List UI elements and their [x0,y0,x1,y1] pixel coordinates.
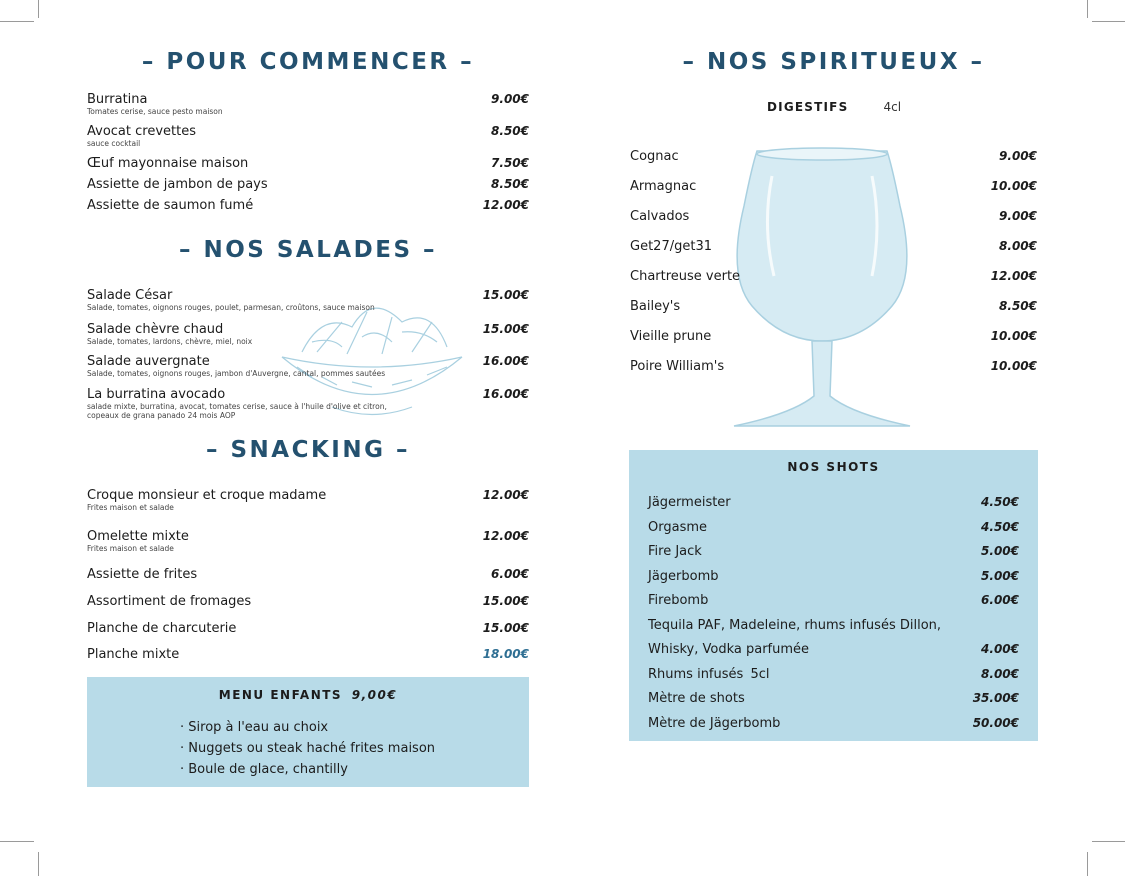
item-name [648,667,769,682]
item-name: Croque monsieur et croque madame [87,488,327,503]
menu-item [87,529,529,555]
item-price: 4.00€ [981,642,1019,656]
item-name: Planche de charcuterie [87,621,237,636]
item-description: Salade, tomates, oignons rouges, poulet, parmesan, croûtons, sauce maison [87,303,375,312]
item-price: 12.00€ [482,488,529,502]
item-description: sauce cocktail [87,139,141,148]
kids-menu-price: 9,00€ [351,688,398,702]
item-description: Tomates cerise, sauce pesto maison [87,107,223,116]
item-name: Burratina [87,92,148,107]
item-name: Cognac [630,149,679,164]
item-price: 16.00€ [482,387,529,401]
item-price: 50.00€ [972,716,1019,730]
item-price: 8.00€ [999,239,1037,253]
crop-mark [1087,852,1088,876]
item-price: 5.00€ [981,544,1019,558]
item-name: Bailey's [630,299,681,314]
item-price: 4.50€ [981,495,1019,509]
menu-item [648,716,1019,732]
item-description: Frites maison et salade [87,503,174,512]
item-name: Salade auvergnate [87,354,210,369]
item-name: Armagnac [630,179,697,194]
menu-item [648,520,1019,536]
menu-item [630,209,1037,225]
kids-menu-title [87,688,529,702]
menu-item [648,495,1019,511]
item-price: 9.00€ [999,149,1037,163]
crop-mark [0,841,34,842]
item-name: Calvados [630,209,690,224]
item-name: Chartreuse verte [630,269,741,284]
item-description: Frites maison et salade [87,544,174,553]
item-name: Orgasme [648,520,708,535]
menu-item [648,593,1019,609]
bullet-item: · Boule de glace, chantilly [180,762,348,777]
item-price: 7.50€ [491,156,529,170]
item-name: Assiette de saumon fumé [87,198,254,213]
item-name: Assiette de frites [87,567,198,582]
item-name: Poire William's [630,359,725,374]
bullet-item: · Sirop à l'eau au choix [180,720,329,735]
item-description: salade mixte, burratina, avocat, tomates cerise, sauce à l'huile d'olive et citron, copeaux de grana panado 24 mois AOP [87,402,387,420]
menu-item [630,299,1037,315]
item-price: 8.00€ [981,667,1019,681]
menu-item [87,387,529,425]
item-description: Salade, tomates, lardons, chèvre, miel, noix [87,337,253,346]
item-price: 6.00€ [491,567,529,581]
item-price: 18.00€ [482,647,529,661]
item-price: 8.50€ [491,124,529,138]
bullet-text: Nuggets ou steak haché frites maison [188,741,436,756]
kids-menu-box [87,677,529,787]
item-name: Assiette de jambon de pays [87,177,268,192]
shots-box [629,450,1038,741]
item-name: Whisky, Vodka parfumée [648,642,810,657]
crop-mark [1087,0,1088,18]
menu-item [87,354,529,380]
bullet-text: Boule de glace, chantilly [188,762,348,777]
menu-item [87,92,529,118]
crop-mark [38,0,39,18]
menu-item [87,288,529,314]
bullet-text: Sirop à l'eau au choix [188,720,329,735]
item-price: 5.00€ [981,569,1019,583]
menu-item [648,642,1019,658]
digestifs-unit: 4cl [883,100,902,114]
item-unit: 5cl [750,667,770,682]
menu-item [648,691,1019,707]
item-name: La burratina avocado [87,387,226,402]
item-name: Tequila PAF, Madeleine, rhums infusés Dillon, [648,618,942,633]
section-title-salads: – NOS SALADES – [178,237,438,263]
item-price: 9.00€ [999,209,1037,223]
menu-item [630,239,1037,255]
crop-mark [1092,21,1125,22]
item-name: Get27/get31 [630,239,712,254]
menu-item [630,359,1037,375]
item-name: Assortiment de fromages [87,594,252,609]
menu-item [648,569,1019,585]
item-name: Fire Jack [648,544,702,559]
item-description: Salade, tomates, oignons rouges, jambon d'Auvergne, cantal, pommes sautées [87,369,386,378]
item-name: Firebomb [648,593,709,608]
menu-item [87,621,529,637]
menu-item [87,198,529,214]
item-price: 9.00€ [491,92,529,106]
kids-menu-label: MENU ENFANTS [218,688,343,702]
item-name: Jägerbomb [648,569,719,584]
item-name: Mètre de Jägerbomb [648,716,781,731]
shots-title: NOS SHOTS [787,460,880,474]
item-price: 10.00€ [990,359,1037,373]
menu-item [630,269,1037,285]
digestifs-title: DIGESTIFS [767,100,849,114]
item-price: 8.50€ [491,177,529,191]
item-name: Salade chèvre chaud [87,322,224,337]
menu-item [87,488,529,514]
item-name: Planche mixte [87,647,180,662]
item-name: Œuf mayonnaise maison [87,156,249,171]
menu-item [87,177,529,193]
menu-item [87,322,529,348]
section-title-spirits: – NOS SPIRITUEUX – [682,49,985,75]
item-price: 15.00€ [482,594,529,608]
item-price: 8.50€ [999,299,1037,313]
item-price: 15.00€ [482,322,529,336]
menu-item [87,156,529,172]
item-price: 12.00€ [482,529,529,543]
item-price: 10.00€ [990,329,1037,343]
menu-item [630,149,1037,165]
menu-item [630,329,1037,345]
crop-mark [1092,841,1125,842]
menu-item [87,647,529,663]
item-price: 16.00€ [482,354,529,368]
crop-mark [38,852,39,876]
menu-item [630,179,1037,195]
item-price: 15.00€ [482,621,529,635]
menu-item [648,618,1019,634]
item-name-text: Rhums infusés [648,667,744,682]
section-title-starters: – POUR COMMENCER – [141,49,475,75]
item-name: Vieille prune [630,329,712,344]
item-price: 15.00€ [482,288,529,302]
menu-item [648,544,1019,560]
item-price: 35.00€ [972,691,1019,705]
item-name: Mètre de shots [648,691,745,706]
item-name: Avocat crevettes [87,124,196,139]
item-price: 12.00€ [990,269,1037,283]
item-name: Omelette mixte [87,529,189,544]
bullet-item: · Nuggets ou steak haché frites maison [180,741,436,756]
item-price: 12.00€ [482,198,529,212]
menu-item [87,567,529,583]
item-price: 4.50€ [981,520,1019,534]
crop-mark [0,21,34,22]
menu-item [87,594,529,610]
item-price: 10.00€ [990,179,1037,193]
menu-item [87,124,529,150]
item-name: Jägermeister [648,495,731,510]
item-price: 6.00€ [981,593,1019,607]
item-name: Salade César [87,288,173,303]
section-title-snacking: – SNACKING – [205,437,411,463]
digestifs-header [767,96,901,115]
menu-item [648,667,1019,683]
